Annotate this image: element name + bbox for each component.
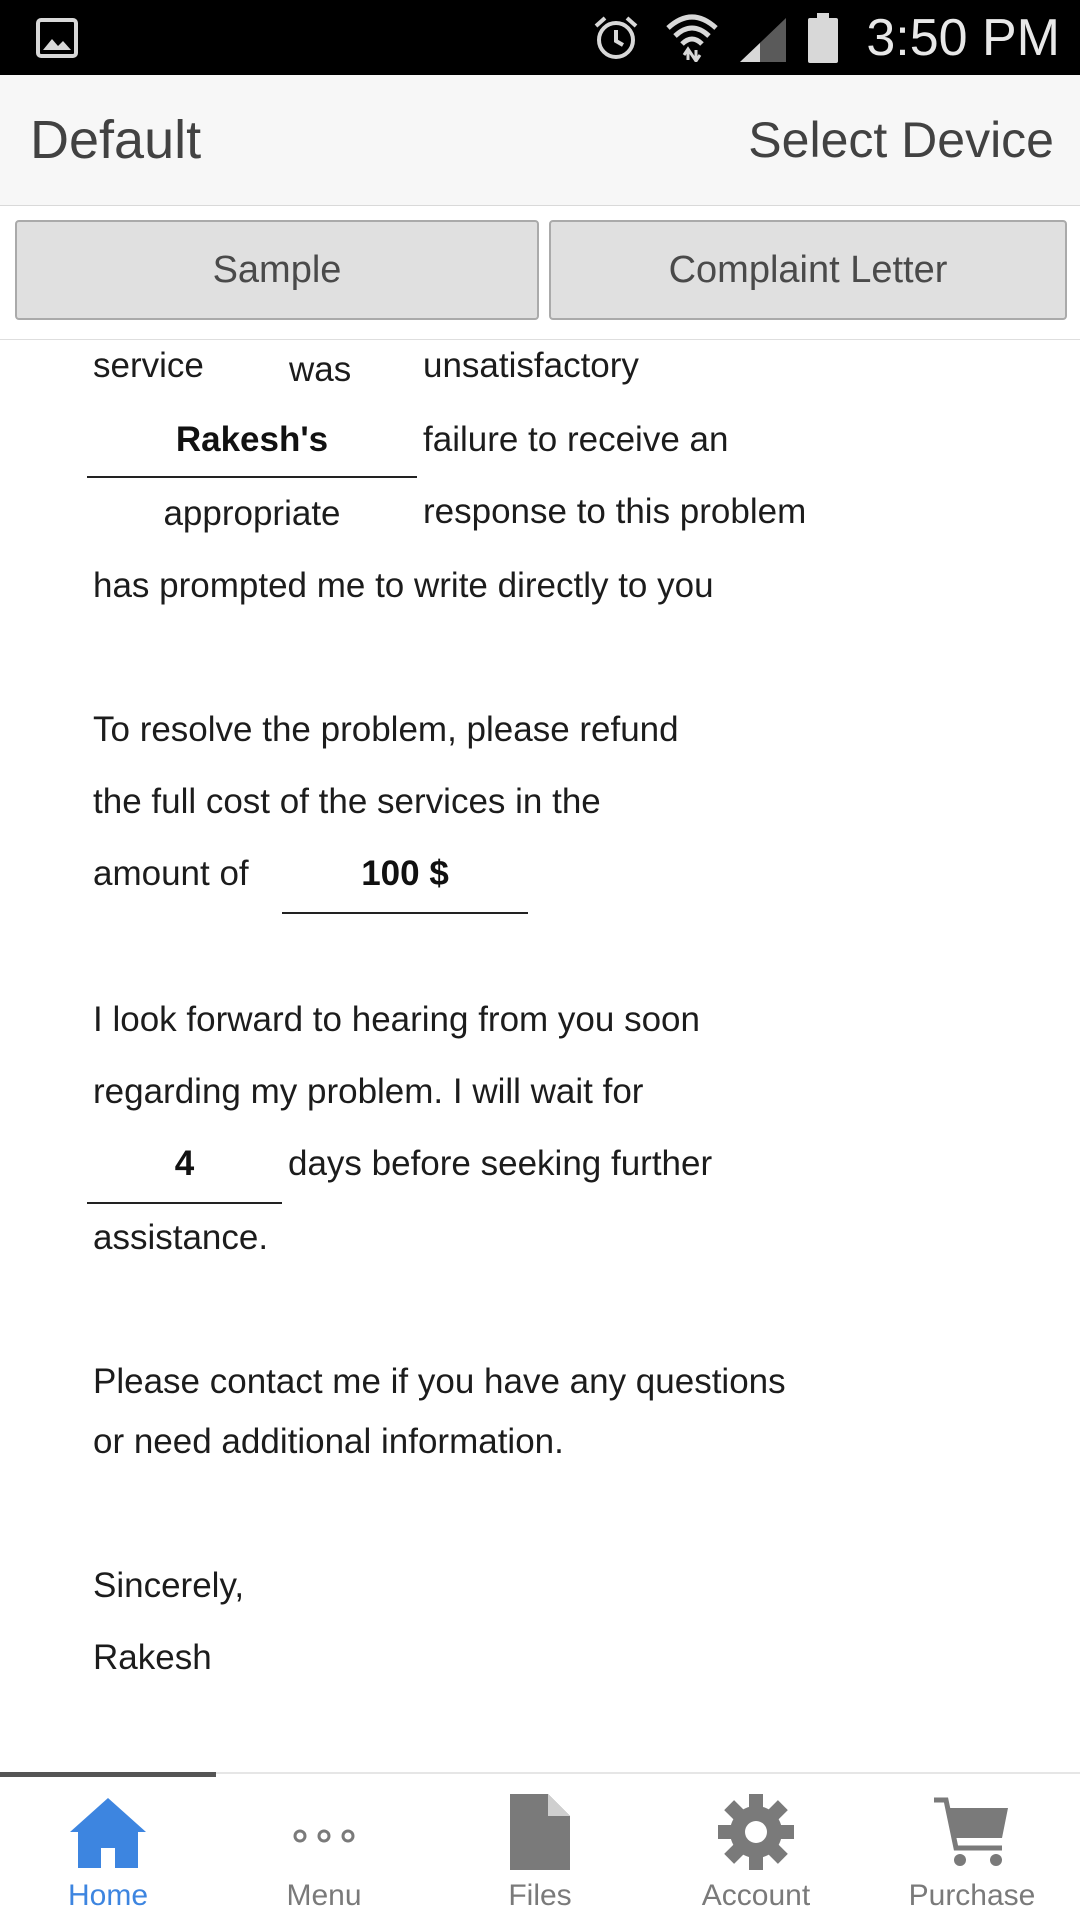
recipient-name-field[interactable]: Rakesh's bbox=[87, 418, 417, 478]
response-quality-field[interactable]: appropriate bbox=[163, 494, 341, 533]
alarm-icon bbox=[592, 14, 640, 62]
select-device-button[interactable]: Select Device bbox=[748, 112, 1054, 168]
nav-account[interactable] bbox=[648, 1774, 864, 1920]
signal-icon bbox=[738, 18, 788, 62]
letter-text: unsatisfactory bbox=[423, 346, 639, 385]
more-icon bbox=[284, 1792, 364, 1872]
letter-text: regarding my problem. I will wait for bbox=[93, 1072, 644, 1111]
nav-home[interactable] bbox=[0, 1774, 216, 1920]
nav-purchase-label: Purchase bbox=[908, 1879, 1036, 1912]
letter-text: assistance. bbox=[93, 1218, 269, 1257]
status-time: 3:50 PM bbox=[866, 9, 1060, 67]
nav-menu-label: Menu bbox=[286, 1879, 362, 1912]
letter-text: To resolve the problem, please refund bbox=[93, 710, 679, 749]
bottom-navigation bbox=[0, 1772, 1080, 1920]
gallery-notification-icon bbox=[36, 18, 78, 58]
letter-text: days before seeking further bbox=[288, 1144, 713, 1183]
nav-purchase[interactable] bbox=[864, 1774, 1080, 1920]
letter-text: has prompted me to write directly to you bbox=[93, 566, 714, 605]
amount-field[interactable]: 100 $ bbox=[282, 852, 528, 914]
letter-text: the full cost of the services in the bbox=[93, 782, 601, 821]
letter-closing: Sincerely, bbox=[93, 1566, 245, 1605]
cart-icon bbox=[932, 1792, 1012, 1872]
letter-text: Please contact me if you have any questions bbox=[93, 1362, 786, 1401]
nav-files-label: Files bbox=[508, 1879, 572, 1912]
page-title: Default bbox=[30, 110, 202, 170]
nav-home-label: Home bbox=[67, 1879, 149, 1912]
letter-text: or need additional information. bbox=[93, 1422, 564, 1461]
days-field[interactable]: 4 bbox=[87, 1142, 282, 1204]
gear-icon bbox=[716, 1792, 796, 1872]
nav-account-label: Account bbox=[701, 1879, 811, 1912]
letter-text: amount of bbox=[93, 854, 249, 893]
letter-text: failure to receive an bbox=[423, 420, 729, 459]
letter-text: service bbox=[93, 346, 204, 385]
battery-icon bbox=[808, 13, 838, 63]
nav-menu[interactable] bbox=[216, 1774, 432, 1920]
home-icon bbox=[68, 1792, 148, 1872]
letter-text: was bbox=[289, 350, 352, 389]
wifi-icon bbox=[664, 12, 720, 62]
tab-sample[interactable]: Sample bbox=[15, 220, 539, 320]
letter-text: I look forward to hearing from you soon bbox=[93, 1000, 700, 1039]
nav-files[interactable] bbox=[432, 1774, 648, 1920]
tab-complaint-letter[interactable]: Complaint Letter bbox=[549, 220, 1067, 320]
tab-bar bbox=[0, 206, 1080, 340]
status-bar bbox=[0, 0, 1080, 75]
letter-text: response to this problem bbox=[423, 492, 807, 531]
letter-signature: Rakesh bbox=[93, 1638, 212, 1677]
letter-content bbox=[0, 340, 1080, 1770]
file-icon bbox=[500, 1792, 580, 1872]
app-header bbox=[0, 75, 1080, 206]
